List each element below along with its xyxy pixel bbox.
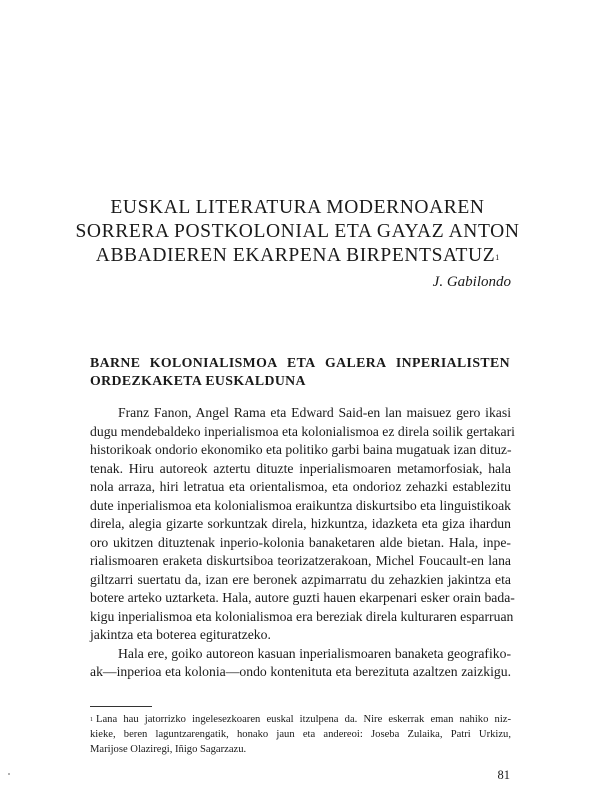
- paragraph-line: jakintza eta boterea egituratzeko.: [90, 627, 271, 642]
- paragraph-line: nola arraza, hiri letratua eta orientalismoa, eta ondorioz zehazki establezitu: [90, 479, 511, 494]
- article-title: [40, 196, 555, 268]
- footnote-line-text: Lana hau jatorrizko ingelesezkoaren euskal itzulpena da. Nire eskerrak eman nahiko niz-: [96, 714, 511, 725]
- paragraph-line: Franz Fanon, Angel Rama eta Edward Said-en lan maisuez gero ikasi: [118, 405, 511, 420]
- section-heading-word: KOLONIALISMOA: [149, 355, 278, 370]
- title-line-2: SORRERA POSTKOLONIAL ETA GAYAZ ANTON: [75, 221, 520, 242]
- title-footnote-marker[interactable]: 1: [495, 253, 500, 262]
- paragraph-line: kigu inperialismoa eta kolonialismoa era bereziak direla kulturaren esparruan: [90, 608, 514, 624]
- paragraph-line: oro ukitzen dituztenak inperio-kolonia banaketaren alde bietan. Hala, inpe-: [90, 534, 511, 550]
- body-text: [90, 404, 515, 682]
- section-heading-word: ETA: [287, 355, 316, 370]
- footnote-line: [90, 712, 511, 727]
- paragraph-line: ak—inperioa eta kolonia—ondo kontenituta eta berezituta azaltzen zaizkigu.: [90, 664, 511, 679]
- footnote-line: kieke, beren laguntzarengatik, honako jaun eta andereoi: Joseba Zulaika, Patri Urkizu,: [90, 729, 511, 740]
- footnote: [90, 712, 511, 757]
- paragraph-line: dugu mendebaldeko inperialismoa eta kolonialismoa ez direla soilik gertakari: [90, 423, 515, 439]
- section-heading-word: INPERIALISTEN: [395, 355, 510, 370]
- footnote-divider: [90, 706, 152, 707]
- paragraph-line: rialismoaren eraketa diskurtsiboa teorizatzerakoan, Michel Foucault-en lana: [90, 553, 511, 568]
- title-line-3-text: ABBADIEREN EKARPENA BIRPENTSATUZ: [95, 245, 496, 266]
- paragraph-line: botere arteko uztarketa. Hala, autore guzti hauen ekarpenari esker orain bada-: [90, 590, 515, 605]
- page-number: 81: [497, 768, 510, 782]
- section-heading-line-2: ORDEZKAKETA EUSKALDUNA: [90, 373, 306, 388]
- section-heading-line-1: [90, 354, 510, 372]
- paragraph-line: giltzarri suertatu da, izan ere beronek azpimarratu du zehazkien jakintza eta: [90, 571, 511, 587]
- footnote-line: Marijose Olaziregi, Iñigo Sagarzazu.: [90, 744, 247, 755]
- section-heading: [90, 354, 510, 390]
- paragraph-line: historikoak ondorio ekonomiko eta politiko garbi baina mugatuak izan dituz-: [90, 442, 512, 457]
- footnote-marker: 1: [90, 717, 93, 723]
- paragraph-line: dute inperialismoa eta kolonialismoa eraikuntza diskurtsibo eta linguistikoak: [90, 497, 511, 513]
- title-line-1: EUSKAL LITERATURA MODERNOAREN: [110, 197, 485, 218]
- section-heading-word: BARNE: [90, 355, 141, 370]
- author-name: J. Gabilondo: [432, 274, 511, 290]
- paragraph-line: Hala ere, goiko autoreon kasuan inperialismoaren banaketa geografiko-: [118, 645, 511, 661]
- paragraph-line: tenak. Hiru autoreok aztertu dituzte inperialismoaren metamorfosiak, hala: [90, 460, 511, 476]
- title-line-3: [40, 244, 555, 268]
- section-heading-word: GALERA: [325, 355, 387, 370]
- scan-speck: [8, 773, 10, 775]
- paragraph-line: direla, alegia gizarte sorkuntzak direla, hizkuntza, idazketa eta giza ihardun: [90, 516, 511, 531]
